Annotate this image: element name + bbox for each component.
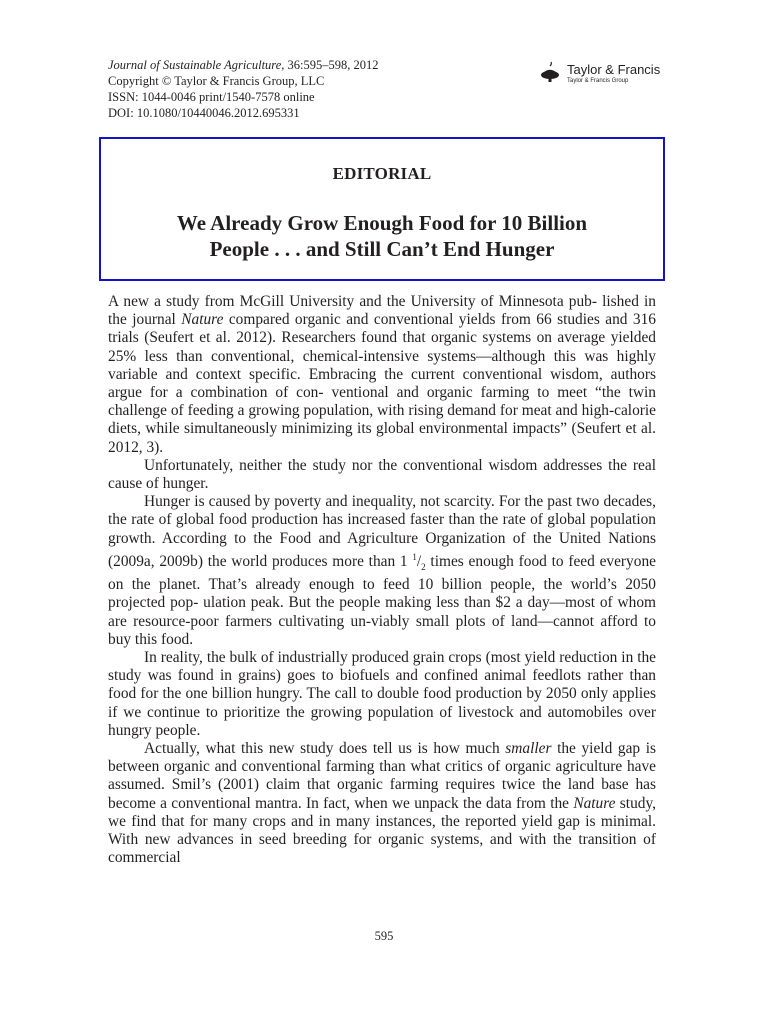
publisher-group: Taylor & Francis Group: [567, 77, 629, 84]
paragraph: Hunger is caused by poverty and inequality, not scarcity. For the past two decades, the rate of global food production has increased faster than the rate of global population growth. According to the Food and Agriculture Organization of the United Nations (2009a, 2009b) the world produces more than 1 $^1/_2$ times enough food to feed everyone on the planet. That’s already enough to feed 10 billion people, the world’s 2050 projected pop- ulation peak. But the people making less than $2 a day—most of whom are resource-poor farmers cultivating un-viably small plots of land—cannot afford to buy this food.: [108, 493, 656, 648]
journal-citation: Journal of Sustainable Agriculture, 36:595–598, 2012: [108, 58, 379, 72]
publisher-name: Taylor & Francis: [567, 61, 661, 77]
journal-metadata: [108, 57, 379, 121]
paragraph: A new a study from McGill University and the University of Minnesota pub- lished in the journal Nature compared organic and conventional yields from 66 studies and 316 trials (Seufert et al. 2012). Researchers found that organic systems on average yielded 25% less than conventional, chemical-intensive systems—although this was highly variable and context specific. Embracing the current conventional wisdom, authors argue for a combination of con- ventional and organic farming to meet “the twin challenge of feeding a growing population, with rising demand for meat and high-calorie diets, while simultaneously minimizing its global environmental impacts” (Seufert et al. 2012, 3).: [108, 293, 656, 456]
copyright-line: Copyright © Taylor & Francis Group, LLC: [108, 74, 325, 88]
fraction: $^1/_2$: [412, 551, 426, 573]
paragraph: In reality, the bulk of industrially produced grain crops (most yield reduction in the study was found in grains) goes to biofuels and confined animal feedlots rather than food for the one billion hungry. The call to double food production by 2050 only applies if we continue to prioritize the growing population of livestock and automobiles over hungry people.: [108, 649, 656, 739]
article-body: [108, 293, 656, 868]
paragraph: Actually, what this new study does tell us is how much smaller the yield gap is between organic and conventional farming than what critics of organic agriculture have assumed. Smil’s (2001) claim that organic farming requires twice the land base has become a conventional mantra. In fact, when we unpack the data from the Nature study, we find that for many crops and in many instances, the reported yield gap is minimal. With new advances in seed breeding for organic systems, and with the transition of commercial: [108, 740, 657, 867]
issn-line: ISSN: 1044-0046 print/1540-7578 online: [108, 90, 315, 104]
publisher-logo: [538, 61, 660, 85]
title-box: [99, 137, 665, 281]
paragraph: Unfortunately, neither the study nor the conventional wisdom addresses the real cause of hunger.: [108, 456, 656, 493]
article-title: We Already Grow Enough Food for 10 Billion People . . . and Still Can’t End Hunger: [176, 211, 588, 261]
section-label: EDITORIAL: [332, 164, 432, 183]
page-number: 595: [374, 929, 394, 943]
doi-line: DOI: 10.1080/10440046.2012.695331: [108, 106, 300, 120]
oil-lamp-icon: [538, 61, 562, 85]
